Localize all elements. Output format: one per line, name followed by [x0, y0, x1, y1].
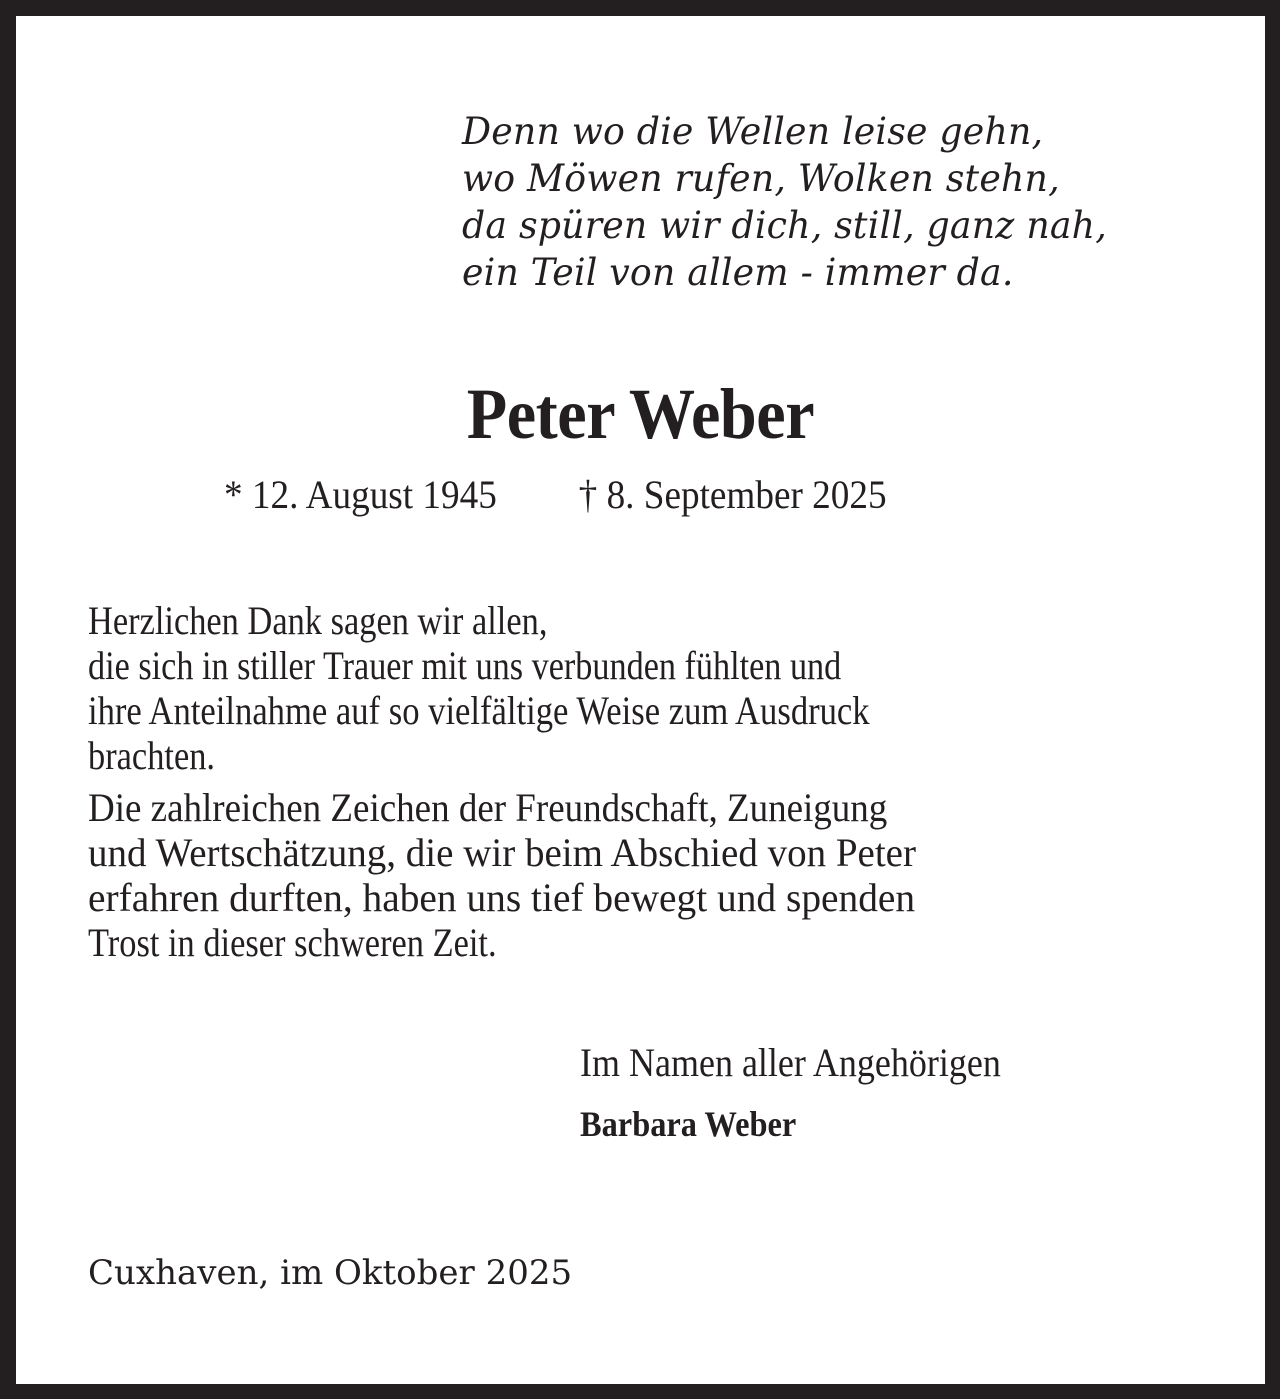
poem-line: ein Teil von allem - immer da. [462, 251, 1014, 294]
message-line: erfahren durften, haben uns tief bewegt und spenden [88, 875, 916, 920]
on-behalf-line: Im Namen aller Angehörigen [580, 1040, 1001, 1085]
message-line: Die zahlreichen Zeichen der Freundschaft, Zuneigung [88, 785, 888, 830]
message-paragraph [88, 598, 1196, 778]
poem-line: Denn wo die Wellen leise gehn, [462, 110, 1044, 153]
message-line: Herzlichen Dank sagen wir allen, [88, 598, 548, 643]
signature-block [580, 1039, 1048, 1144]
message-line: brachten. [88, 733, 216, 778]
message-line: und Wertschätzung, die wir beim Abschied von Peter [88, 830, 916, 875]
poem-line: wo Möwen rufen, Wolken stehn, [462, 157, 1060, 200]
birth-date: * 12. August 1945 [224, 472, 497, 517]
memorial-poem [462, 108, 1107, 296]
message-line: die sich in stiller Trauer mit uns verbunden fühlten und [88, 643, 842, 688]
signer-name: Barbara Weber [580, 1104, 797, 1144]
message-line: ihre Anteilnahme auf so vielfältige Weise zum Ausdruck [88, 688, 870, 733]
death-date: † 8. September 2025 [578, 472, 887, 517]
thank-you-message [88, 598, 1196, 965]
life-dates [224, 471, 887, 519]
deceased-name: Peter Weber [466, 374, 815, 454]
place-and-date: Cuxhaven, im Oktober 2025 [88, 1253, 573, 1293]
obituary-card [16, 16, 1265, 1384]
poem-line: da spüren wir dich, still, ganz nah, [462, 204, 1107, 247]
message-line: Trost in dieser schweren Zeit. [88, 920, 497, 965]
message-paragraph [88, 785, 1196, 965]
